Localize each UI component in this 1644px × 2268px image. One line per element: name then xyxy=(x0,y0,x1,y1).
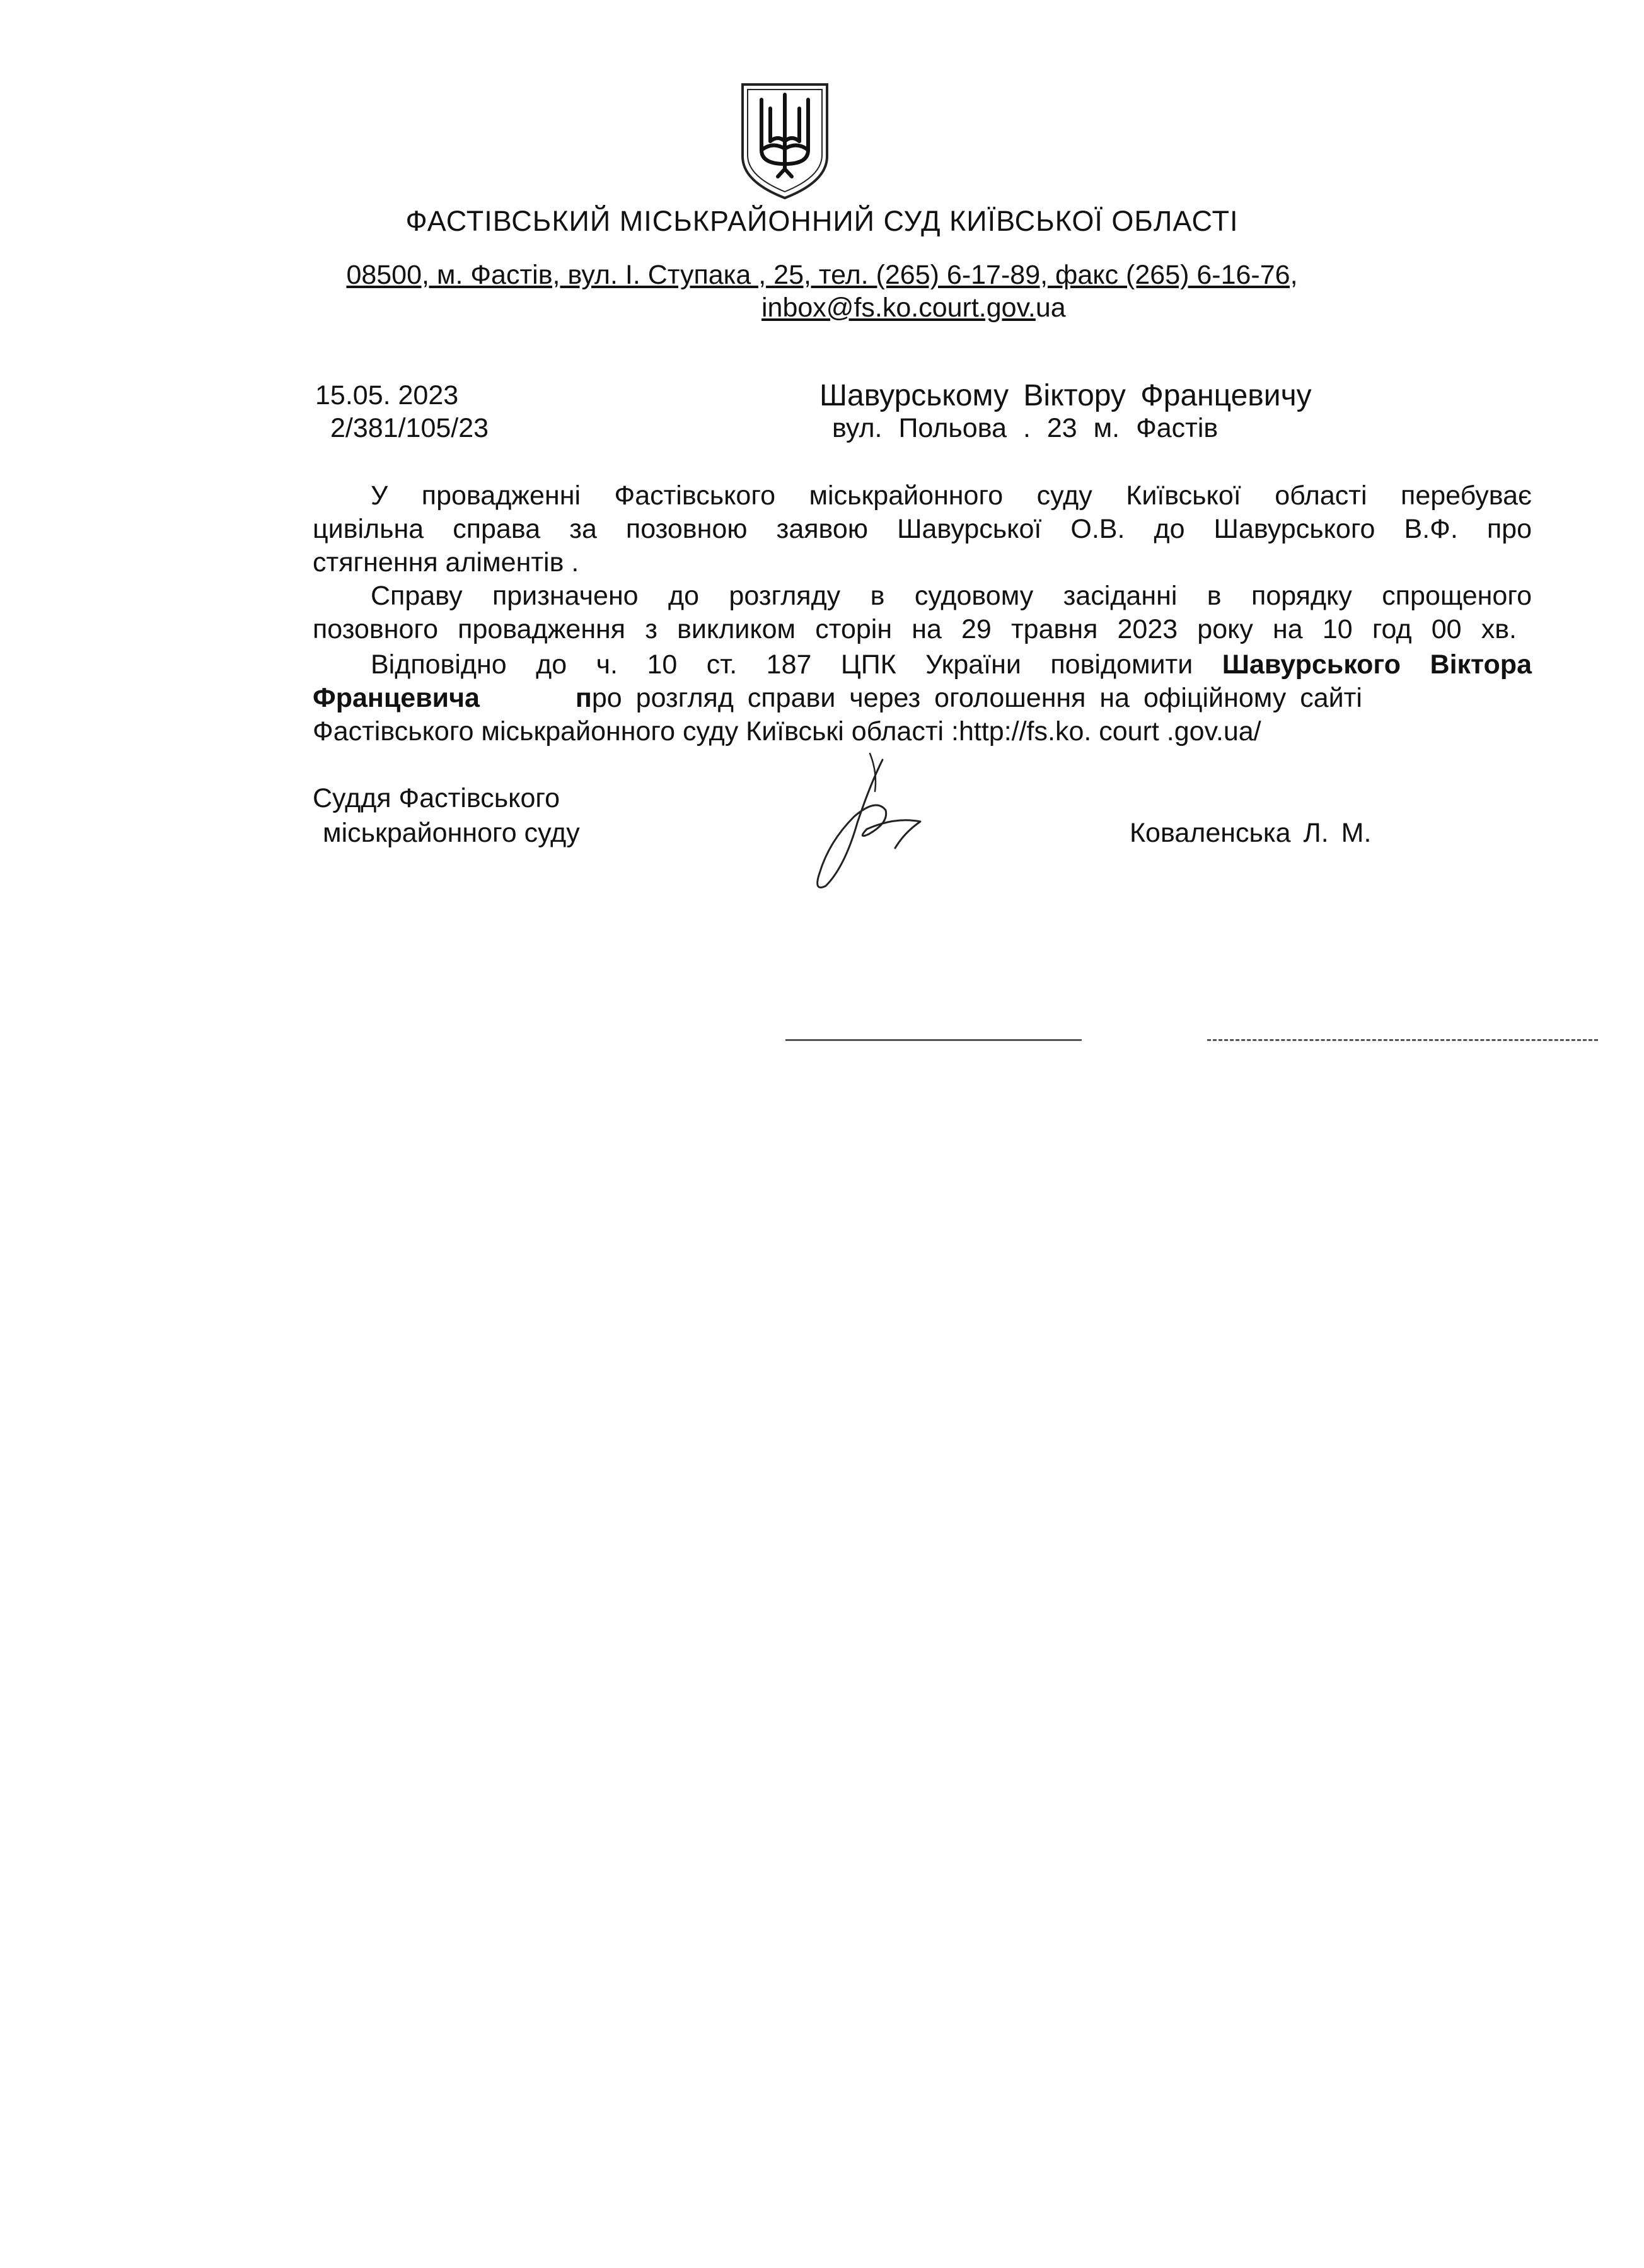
defendant-name: Шавурського Віктора xyxy=(1222,649,1532,680)
body-line: Фастівського міськрайонного суду Київські області :http://fs.ko. court .gov.ua/ xyxy=(313,716,1261,747)
body-line: позовного провадження з викликом сторін на 29 травня 2023 року на 10 год 00 хв. xyxy=(313,614,1517,644)
handwritten-signature-icon xyxy=(794,747,946,898)
case-number: 2/381/105/23 xyxy=(330,413,489,443)
body-text: ро розгляд справи через оголошення на офіційному сайті xyxy=(591,683,1362,713)
body-line: стягнення аліментів . xyxy=(313,547,579,578)
body-line xyxy=(313,683,1532,714)
recipient-address: вул. Польова . 23 м. Фастів xyxy=(832,413,1219,443)
court-address-line: 08500, м. Фастів, вул. І. Ступака , 25, тел. (265) 6-17-89, факс (265) 6-16-76, xyxy=(346,260,1298,290)
coat-of-arms-icon xyxy=(738,81,832,201)
court-email-underlined: inbox@fs.ko.court.gov. xyxy=(761,293,1036,323)
body-line xyxy=(313,649,1532,680)
divider-line xyxy=(785,1039,1082,1041)
body-text: Відповідно до ч. 10 ст. 187 ЦПК України повідомити xyxy=(371,649,1222,680)
court-email xyxy=(761,293,1066,323)
judge-title: міськрайонного суду xyxy=(323,818,580,848)
body-line: цивільна справа за позовною заявою Шавурської О.В. до Шавурського В.Ф. про xyxy=(313,514,1532,544)
document-date: 15.05. 2023 xyxy=(315,380,459,410)
body-line: У провадженні Фастівського міськрайонного суду Київської області перебуває xyxy=(371,480,1532,511)
divider-line xyxy=(1207,1039,1598,1041)
defendant-patronymic: Францевича xyxy=(313,683,480,713)
judge-name: Коваленська Л. М. xyxy=(1130,818,1372,848)
court-name: ФАСТІВСЬКИЙ МІСЬКРАЙОННИЙ СУД КИЇВСЬКОЇ ОБЛАСТІ xyxy=(405,205,1239,237)
court-email-tail: ua xyxy=(1035,293,1066,323)
judge-title: Суддя Фастівського xyxy=(313,783,560,813)
recipient-name: Шавурському Віктору Францевичу xyxy=(819,379,1312,412)
body-text-bold-letter: п xyxy=(575,683,592,713)
body-line: Справу призначено до розгляду в судовому засіданні в порядку спрощеного xyxy=(371,581,1532,611)
